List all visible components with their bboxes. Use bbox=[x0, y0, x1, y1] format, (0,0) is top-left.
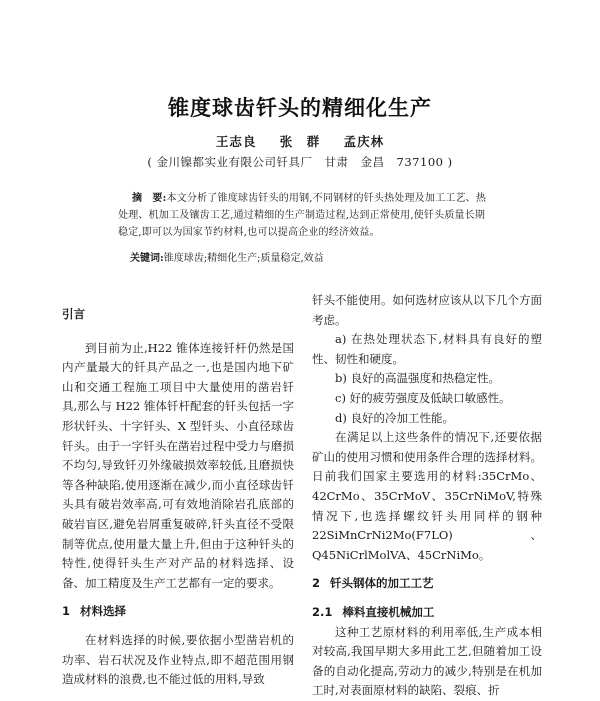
affiliation: ( 金川镍都实业有限公司钎具厂 甘肃 金昌 737100 ) bbox=[147, 155, 453, 169]
keywords bbox=[130, 250, 490, 267]
author-name: 张 群 bbox=[279, 134, 321, 149]
section-heading bbox=[62, 602, 294, 622]
keywords-label: 关键词: bbox=[130, 253, 164, 264]
materials-paragraph: 在满足以上这些条件的情况下,还要依据矿山的使用习惯和使用条件合理的选择材料。日前我们国家主要选用的材料:35CrMo、42CrMo、35CrMoV、35CrNiMoV,特殊情况下,也选择螺纹钎头用同样的钢种22SiMnCrNi2Mo(F7LO)、Q45NiCrlMolVA、45CrNiMo。 bbox=[312, 430, 542, 562]
section-paragraph: 在材料选择的时候,要依据小型凿岩机的功率、岩石状况及作业特点,即不超范围用钢造成材料的浪费,也不能过低的用料,导致 bbox=[62, 632, 294, 687]
keywords-text: 锥度球齿;精细化生产;质量稳定,效益 bbox=[163, 253, 324, 264]
subsection-paragraph: 这种工艺原材料的利用率低,生产成本相对较高,我国早期大多用此工艺,但随着加工设备的自动化提高,劳动力的减少,特别是在机加工时,对表面原材料的缺陷、裂痕、折 bbox=[312, 624, 542, 698]
subsection-title: 棒料直接机械加工 bbox=[342, 604, 435, 619]
abstract-text: 本文分析了锥度球齿钎头的用钢,不同钢材的钎头热处理及加工工艺、热处理、机加工及镶齿工艺,通过精细的生产制造过程,达到正常使用,使钎头质量长期稳定,即可以为国家节约材料,也可以提高企业的经济效益。 bbox=[118, 193, 487, 238]
paper-title: 锥度球齿钎头的精细化生产 bbox=[168, 96, 432, 120]
intro-heading: 引言 bbox=[62, 307, 85, 321]
abstract bbox=[118, 190, 490, 241]
abstract-label: 摘 要: bbox=[132, 193, 167, 204]
subsection-heading bbox=[312, 603, 542, 623]
author-list bbox=[0, 132, 600, 150]
left-column bbox=[62, 305, 294, 690]
section-number: 2 bbox=[312, 576, 321, 591]
list-item: c) 好的疲劳强度及低缺口敏感性。 bbox=[335, 390, 511, 405]
right-column bbox=[312, 291, 542, 701]
list-item: b) 良好的高温强度和热稳定性。 bbox=[335, 371, 501, 386]
continued-paragraph: 钎头不能使用。如何选材应该从以下几个方面考虑。 bbox=[312, 293, 542, 327]
section-title: 材料选择 bbox=[80, 604, 127, 619]
intro-paragraph: 到目前为止,H22 锥体连接钎杆仍然是国内产量最大的钎具产品之一,也是国内地下矿山和交通工程施工项目中大量使用的凿岩钎具,那么与 H22 锥体钎杆配套的钎头包括一字形状钎头、十字钎头、X 型钎头、小直径球齿钎头。由于一字钎头在凿岩过程中受力与磨损不均匀,导致钎刃外缘破损效率较低,且磨损快等各种缺陷,使用逐渐在减少,而小直径球齿钎头具有破岩效率高,可有效地消除岩孔底部的破岩盲区,避免岩屑重复破碎,钎头直径不受限制等优点,使用量大量上升,但由于这种钎头的特性,使得钎头生产对产品的材料选择、设备、加工精度及生产工艺都有一定的要求。 bbox=[62, 340, 294, 590]
subsection-number: 2.1 bbox=[312, 604, 333, 619]
list-item: a) 在热处理状态下,材料具有良好的塑性、韧性和硬度。 bbox=[312, 332, 542, 366]
section-heading bbox=[312, 574, 542, 594]
author-name: 孟庆林 bbox=[343, 134, 385, 149]
list-item: d) 良好的冷加工性能。 bbox=[335, 410, 455, 425]
section-number: 1 bbox=[62, 604, 71, 619]
section-title: 钎头钢体的加工工艺 bbox=[330, 576, 434, 591]
author-name: 王志良 bbox=[215, 134, 257, 149]
